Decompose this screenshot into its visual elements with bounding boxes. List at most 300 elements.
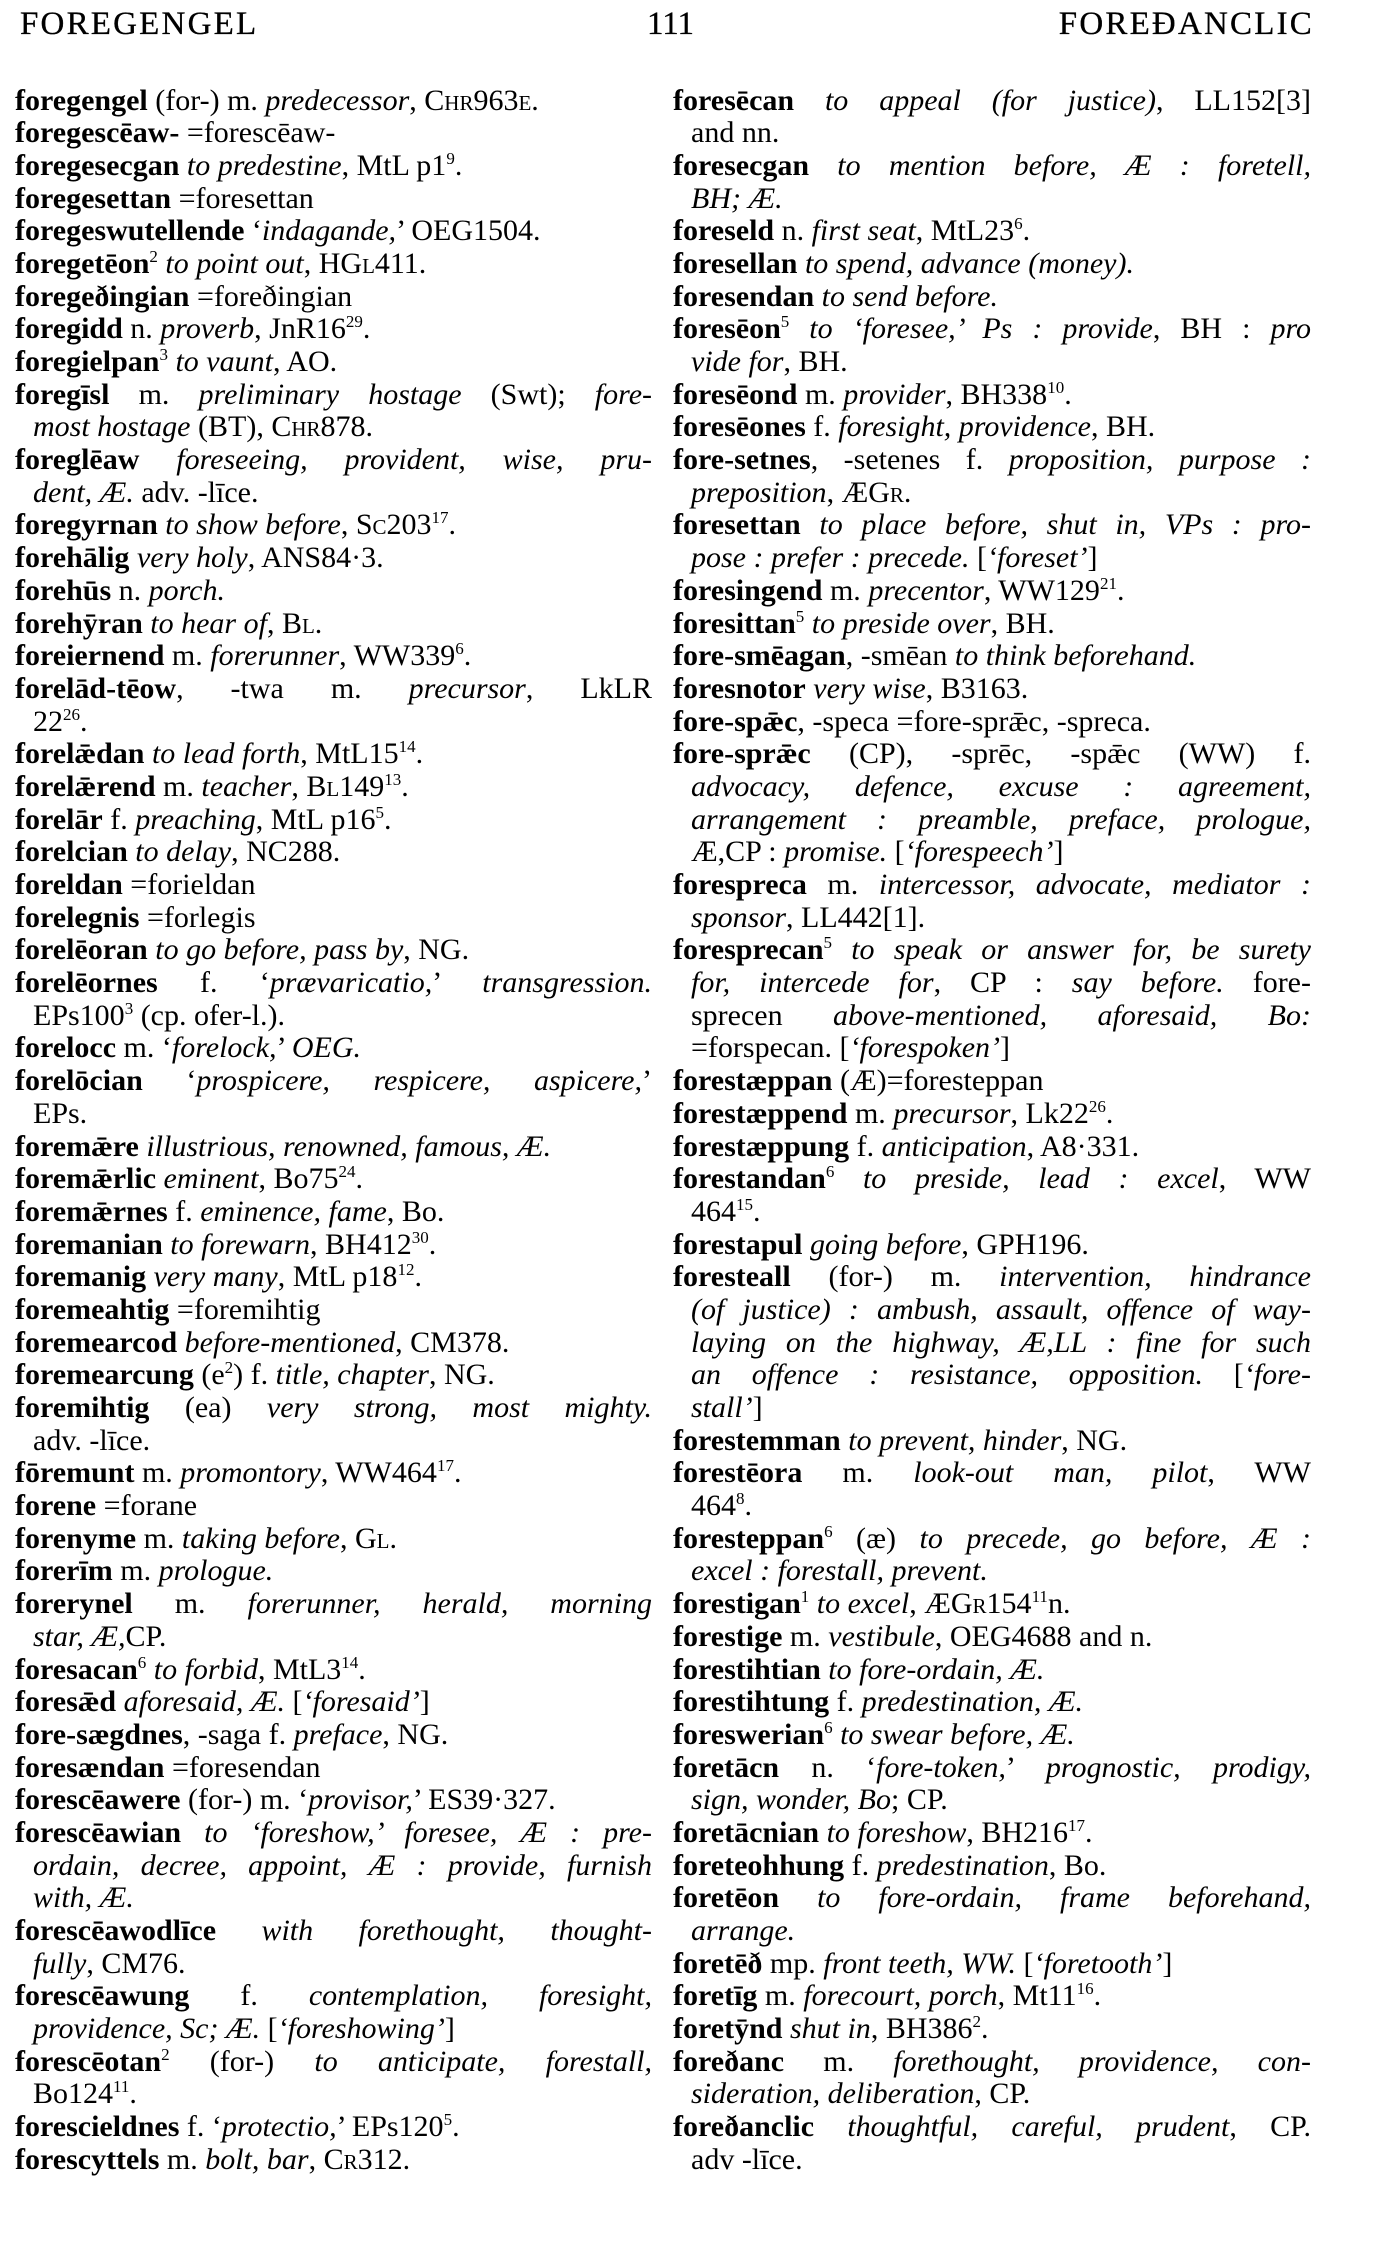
- entry-line: [15, 1752, 652, 1785]
- roman-text: f.: [849, 1129, 882, 1163]
- headword: forestemman: [673, 1423, 841, 1457]
- entry-line: [673, 1490, 1311, 1523]
- dictionary-entry: [673, 1621, 1311, 1654]
- roman-text: ,: [409, 83, 425, 117]
- superscript-number: 17: [436, 1456, 454, 1476]
- headword: forestæppend: [673, 1096, 848, 1130]
- superscript-number: 2: [224, 1358, 234, 1378]
- italic-text: to ‘foresee,’ Ps : provide: [789, 312, 1153, 346]
- dictionary-entry: [673, 934, 1311, 1065]
- italic-text: advocacy, defence, excuse : agreement,: [691, 769, 1311, 803]
- dictionary-entry: [673, 1948, 1311, 1981]
- dictionary-entry: [15, 1686, 652, 1719]
- entry-line: [15, 2013, 652, 2046]
- dictionary-entry: [673, 575, 1311, 608]
- roman-text: ’ OEG1504.: [396, 214, 541, 248]
- italic-text: precursor: [893, 1096, 1011, 1130]
- right-column: [673, 85, 1311, 2177]
- italic-text: to preside, lead : excel: [834, 1162, 1219, 1196]
- superscript-number: 5: [823, 933, 833, 953]
- italic-text: aforesaid, Æ.: [116, 1685, 286, 1719]
- entry-line: [673, 1654, 1311, 1687]
- roman-text: (e: [193, 1358, 225, 1392]
- entry-line: [15, 1686, 652, 1719]
- dictionary-entry: [673, 215, 1311, 248]
- entry-line: [673, 1425, 1311, 1458]
- entry-line: [15, 1654, 652, 1687]
- italic-text: pose : prefer : precede.: [691, 541, 970, 575]
- roman-text: f.: [844, 1848, 877, 1882]
- roman-text: ]: [752, 1391, 763, 1424]
- headword: forene: [15, 1489, 97, 1523]
- italic-text: preaching: [135, 802, 256, 836]
- entry-line: [15, 1948, 652, 1981]
- entry-line: [15, 444, 652, 477]
- dictionary-entry: [15, 1294, 652, 1327]
- roman-text: and nn.: [691, 116, 780, 150]
- dictionary-entry: [673, 248, 1311, 281]
- entry-line: [15, 2144, 652, 2177]
- roman-text: , ANS84·3.: [247, 541, 384, 575]
- dictionary-entry: [15, 2144, 652, 2177]
- italic-text: ‘foreset’: [987, 541, 1088, 575]
- roman-text: ’ ES39·327.: [412, 1783, 556, 1817]
- headword: forescēotan: [15, 2044, 162, 2078]
- entry-line: [673, 1850, 1311, 1883]
- headword: fore-smēagan: [673, 639, 846, 673]
- roman-text: , BH386: [870, 2012, 973, 2046]
- small-caps-reference: Bl149: [306, 769, 385, 803]
- entry-line: [673, 771, 1311, 804]
- entry-line: [15, 1163, 652, 1196]
- roman-text: .: [744, 1489, 752, 1523]
- entry-line: [673, 1098, 1311, 1131]
- roman-text: ]: [1162, 1946, 1173, 1980]
- entry-line: [673, 836, 1311, 869]
- entry-line: [15, 281, 652, 314]
- entry-line: [15, 1523, 652, 1556]
- roman-text: , MtL23: [915, 214, 1015, 248]
- roman-text: [: [1016, 1946, 1034, 1980]
- italic-text: precentor: [868, 573, 984, 607]
- small-caps-reference: ÆGr154: [924, 1587, 1032, 1621]
- italic-text: promise.: [784, 835, 888, 869]
- headword: forelād-tēow: [15, 671, 177, 705]
- italic-text: before-mentioned: [177, 1325, 396, 1359]
- entry-line: [673, 215, 1311, 248]
- roman-text: (for-): [169, 2044, 315, 2078]
- roman-text: ,: [909, 1587, 925, 1621]
- italic-text: bolt, bar: [205, 2142, 309, 2176]
- roman-text: , LkLR: [525, 671, 652, 705]
- italic-text: to forbid: [146, 1652, 258, 1686]
- dictionary-entry: [15, 836, 652, 869]
- italic-text: to go before, pass by: [147, 933, 404, 967]
- italic-text: vestibule: [828, 1619, 935, 1653]
- italic-text: ‘forespeech’: [904, 835, 1054, 869]
- dictionary-entry: [673, 313, 1311, 378]
- roman-text: .: [129, 2077, 137, 2111]
- entry-line: [15, 509, 652, 542]
- entry-line: [15, 1915, 652, 1948]
- roman-text: ,: [303, 246, 319, 280]
- superscript-number: 13: [384, 769, 402, 789]
- roman-text: ,: [266, 606, 282, 640]
- dictionary-entry: [673, 1686, 1311, 1719]
- superscript-number: 26: [63, 704, 80, 724]
- italic-text: shut in: [782, 2012, 871, 2046]
- dictionary-entry: [15, 444, 652, 509]
- entry-line: [15, 215, 652, 248]
- italic-text: to appeal (for justice): [794, 83, 1156, 117]
- headword: foremǣrlic: [15, 1162, 157, 1196]
- italic-text: to hear of: [142, 606, 267, 640]
- roman-text: 464: [691, 1489, 736, 1523]
- entry-line: [15, 1719, 652, 1752]
- italic-text: ‘foreshowing’: [277, 2012, 445, 2046]
- italic-text: to preside over: [804, 606, 991, 640]
- italic-text: to prevent, hinder: [840, 1423, 1062, 1457]
- headword: foremearcod: [15, 1325, 178, 1359]
- entry-line: [673, 1555, 1311, 1588]
- dictionary-entry: [15, 1588, 652, 1653]
- headword: forerynel: [15, 1587, 133, 1621]
- small-caps-reference: Chr878: [271, 410, 366, 444]
- roman-text: , MtL p1: [341, 148, 447, 182]
- roman-text: ’ EPs120: [336, 2110, 444, 2144]
- roman-text: , BH216: [966, 1815, 1069, 1849]
- superscript-number: 11: [1031, 1587, 1048, 1607]
- superscript-number: 15: [736, 1194, 753, 1214]
- headword: foremanig: [15, 1260, 147, 1294]
- entry-line: [673, 1131, 1311, 1164]
- roman-text: , BH412: [310, 1227, 412, 1261]
- superscript-number: 17: [1068, 1815, 1086, 1835]
- italic-text: prospicere, respicere, aspicere,: [196, 1064, 642, 1098]
- headword: forelegnis: [15, 900, 140, 934]
- headword: forelār: [15, 802, 103, 836]
- roman-text: , WW: [1218, 1162, 1311, 1196]
- italic-text: to place before, shut in, VPs : pro-: [800, 508, 1311, 542]
- headword: foreswerian: [673, 1717, 825, 1751]
- roman-text: f.: [167, 1194, 201, 1228]
- dictionary-entry: [15, 1163, 652, 1196]
- dictionary-entry: [15, 1752, 652, 1785]
- roman-text: , WW464: [320, 1456, 437, 1490]
- dictionary-entry: [673, 1882, 1311, 1947]
- roman-text: mp.: [762, 1946, 824, 1980]
- roman-text: ,: [308, 2142, 324, 2176]
- entry-line: [673, 902, 1311, 935]
- roman-text: m.: [134, 1456, 181, 1490]
- roman-text: (for-) m.: [147, 83, 266, 117]
- roman-text: , Lk22: [1010, 1096, 1089, 1130]
- dictionary-entry: [15, 2111, 652, 2144]
- headword: foregidd: [15, 312, 123, 346]
- entry-line: [673, 575, 1311, 608]
- entry-line: [673, 1457, 1311, 1490]
- roman-text: .: [448, 508, 457, 542]
- italic-text: to foreshow: [819, 1815, 967, 1849]
- roman-text: , -saga f.: [182, 1717, 294, 1751]
- roman-text: .: [80, 704, 88, 738]
- roman-text: , JnR16: [254, 312, 346, 346]
- dictionary-entry: [673, 706, 1311, 739]
- roman-text: f. ‘: [157, 966, 270, 1000]
- roman-text: sprecen: [691, 998, 834, 1032]
- entry-line: [673, 1000, 1311, 1033]
- roman-text: , A8·331.: [1026, 1129, 1140, 1163]
- italic-text: very strong, most mighty.: [266, 1391, 652, 1424]
- headword: fore-setnes: [673, 443, 811, 477]
- roman-text: m.: [155, 769, 202, 803]
- dictionary-entry: [673, 85, 1311, 150]
- italic-text: to speak or answer for, be surety: [832, 933, 1311, 967]
- italic-text: to predestine: [179, 148, 342, 182]
- roman-text: [: [1203, 1358, 1244, 1392]
- entry-line: [15, 771, 652, 804]
- entry-line: [15, 608, 652, 641]
- roman-text: .: [428, 1227, 437, 1261]
- superscript-number: 5: [443, 2110, 453, 2130]
- italic-text: promontory: [180, 1456, 321, 1490]
- italic-text: to point out: [157, 246, 304, 280]
- dictionary-entry: [15, 1457, 652, 1490]
- entry-line: [15, 1490, 652, 1523]
- headword: foresǣd: [15, 1685, 117, 1719]
- entry-line: [673, 1261, 1311, 1294]
- headword: forestapul: [673, 1227, 803, 1261]
- roman-text: [: [260, 2012, 278, 2046]
- dictionary-entry: [15, 1555, 652, 1588]
- italic-text: for, intercede for: [691, 966, 934, 1000]
- entry-line: [673, 1915, 1311, 1948]
- headword: foregesecgan: [15, 148, 180, 182]
- dictionary-entry: [673, 2046, 1311, 2111]
- headword: foresecgan: [673, 148, 810, 182]
- dictionary-entry: [673, 1261, 1311, 1424]
- roman-text: .: [1022, 214, 1031, 248]
- roman-text: m. ‘: [116, 1031, 172, 1065]
- entry-line: [15, 477, 652, 510]
- entry-line: [15, 183, 652, 216]
- dictionary-entry: [673, 1752, 1311, 1817]
- headword: forelēornes: [15, 966, 158, 1000]
- headword: foresēon: [673, 312, 781, 346]
- entry-line: [673, 1686, 1311, 1719]
- italic-text: ‘foretooth’: [1033, 1946, 1163, 1980]
- entry-line: [15, 836, 652, 869]
- roman-text: , Bo75: [258, 1162, 339, 1196]
- italic-text: contemplation, foresight,: [308, 1979, 652, 2013]
- superscript-number: 6: [824, 1521, 833, 1541]
- headword: foresellan: [673, 246, 798, 280]
- italic-text: precursor: [408, 671, 526, 705]
- italic-text: star, Æ,: [33, 1619, 126, 1653]
- roman-text: ,: [826, 475, 842, 509]
- italic-text: predecessor: [265, 83, 410, 117]
- entry-line: [673, 1523, 1311, 1556]
- italic-text: BH; Æ.: [691, 181, 783, 215]
- italic-text: to excel: [809, 1587, 910, 1621]
- entry-line: [673, 967, 1311, 1000]
- roman-text: f.: [102, 802, 136, 836]
- italic-text: title, chapter: [275, 1358, 429, 1392]
- roman-text: , WW339: [339, 639, 456, 673]
- roman-text: .: [415, 737, 424, 771]
- roman-text: , NG.: [382, 1717, 449, 1751]
- entry-line: [673, 640, 1311, 673]
- entry-line: [673, 1359, 1311, 1392]
- italic-text: to mention before, Æ : foretell,: [809, 148, 1311, 182]
- superscript-number: 14: [341, 1652, 359, 1672]
- dictionary-entry: [15, 1784, 652, 1817]
- entry-line: [15, 673, 652, 706]
- italic-text: arrangement : preamble, preface, prologue,: [691, 802, 1311, 836]
- roman-text: m.: [797, 377, 844, 411]
- headword: foresændan: [15, 1750, 165, 1784]
- italic-text: arrange.: [691, 1914, 796, 1947]
- headword: forerīm: [15, 1554, 113, 1588]
- headword: forelcian: [15, 835, 128, 869]
- running-head-last-word: FOREÐANCLIC: [1058, 6, 1314, 42]
- italic-text: provisor,: [308, 1783, 413, 1817]
- roman-text: .: [1116, 573, 1125, 607]
- roman-text: (Swt);: [461, 377, 595, 411]
- superscript-number: 30: [411, 1227, 429, 1247]
- dictionary-entry: [673, 1850, 1311, 1883]
- dictionary-entry: [673, 1425, 1311, 1458]
- roman-text: , -smēan: [845, 639, 955, 673]
- roman-text: , -setenes f.: [810, 443, 1009, 477]
- headword: forestæppan: [673, 1064, 833, 1098]
- italic-text: to fore-ordain, Æ.: [820, 1652, 1045, 1686]
- headword: foregīsl: [15, 377, 110, 411]
- headword: forelǣrend: [15, 769, 156, 803]
- italic-text: with forethought, thought-: [216, 1914, 652, 1947]
- roman-text: (æ): [832, 1521, 920, 1555]
- headword: forescēawere: [15, 1783, 181, 1817]
- italic-text: (of justice) : ambush, assault, offence of way-: [691, 1292, 1311, 1326]
- headword: foresēcan: [673, 83, 795, 117]
- roman-text: Æ,CP :: [691, 835, 785, 869]
- superscript-number: 29: [345, 312, 363, 332]
- italic-text: to send before.: [814, 279, 998, 313]
- headword: foretācnian: [673, 1815, 820, 1849]
- roman-text: m.: [782, 1619, 829, 1653]
- entry-line: [15, 902, 652, 935]
- dictionary-entry: [673, 411, 1311, 444]
- entry-line: [15, 1555, 652, 1588]
- dictionary-entry: [673, 1131, 1311, 1164]
- dictionary-entry: [15, 608, 652, 641]
- roman-text: .: [362, 312, 371, 346]
- entry-line: [15, 1359, 652, 1392]
- italic-text: forethought, providence, con-: [893, 2044, 1311, 2078]
- headword: forehālig: [15, 541, 130, 575]
- entry-line: [15, 869, 652, 902]
- roman-text: (for-) m. ‘: [180, 1783, 309, 1817]
- entry-line: [673, 346, 1311, 379]
- dictionary-entry: [15, 150, 652, 183]
- entry-line: [15, 150, 652, 183]
- roman-text: m.: [112, 1554, 159, 1588]
- running-head-first-word: FOREGENGEL: [20, 6, 259, 42]
- roman-text: m.: [784, 2044, 894, 2078]
- italic-text: fore-token,: [876, 1750, 1006, 1784]
- italic-text: stall’: [691, 1391, 753, 1424]
- roman-text: (Æ)=foresteppan: [832, 1064, 1044, 1098]
- headword: foregengel: [15, 83, 148, 117]
- italic-text: very holy: [129, 541, 248, 575]
- entry-line: [673, 379, 1311, 412]
- italic-text: forerunner, herald, morning: [247, 1587, 652, 1621]
- dictionary-entry: [673, 608, 1311, 641]
- roman-text: =foresendan: [164, 1750, 321, 1784]
- entry-line: [15, 1261, 652, 1294]
- roman-text: ‘: [244, 214, 262, 248]
- entry-line: [673, 1948, 1311, 1981]
- roman-text: .: [452, 2110, 460, 2144]
- dictionary-entry: [15, 1523, 652, 1556]
- dictionary-entry: [15, 215, 652, 248]
- entry-line: [15, 575, 652, 608]
- roman-text: ,: [339, 1521, 355, 1555]
- entry-line: [673, 2046, 1311, 2079]
- entry-line: [15, 1621, 652, 1654]
- entry-line: [15, 2078, 652, 2111]
- entry-line: [673, 2144, 1311, 2177]
- roman-text: , BH.: [1090, 410, 1156, 444]
- dictionary-entry: [15, 902, 652, 935]
- italic-text: foresight, providence: [838, 410, 1091, 444]
- dictionary-entry: [673, 2111, 1311, 2176]
- entry-line: [15, 248, 652, 281]
- entry-line: [15, 738, 652, 771]
- headword: foregeswutellende: [15, 214, 245, 248]
- roman-text: ]: [1087, 541, 1098, 575]
- headword: foresendan: [673, 279, 815, 313]
- entry-line: [15, 1131, 652, 1164]
- headword: foremǣrnes: [15, 1194, 168, 1228]
- superscript-number: 10: [1047, 377, 1065, 397]
- roman-text: fore-: [1223, 966, 1311, 1000]
- superscript-number: 26: [1088, 1096, 1106, 1116]
- italic-text: to think beforehand.: [954, 639, 1197, 673]
- dictionary-entry: [15, 183, 652, 216]
- italic-text: to swear before, Æ.: [832, 1717, 1075, 1751]
- headword: foresittan: [673, 606, 796, 640]
- dictionary-entry: [15, 85, 652, 118]
- roman-text: ’: [276, 1031, 292, 1065]
- roman-text: m.: [159, 2142, 206, 2176]
- headword: foresēond: [673, 377, 798, 411]
- roman-text: , NG.: [403, 933, 470, 967]
- entry-line: [15, 411, 652, 444]
- headword: forestēora: [673, 1456, 803, 1490]
- entry-line: [673, 1980, 1311, 2013]
- headword: foremihtig: [15, 1391, 150, 1424]
- headword: foreseld: [673, 214, 775, 248]
- italic-text: fore-: [594, 377, 652, 411]
- entry-line: [673, 444, 1311, 477]
- italic-text: eminence, fame: [200, 1194, 387, 1228]
- roman-text: ]: [1000, 1031, 1011, 1065]
- italic-text: to vaunt: [167, 345, 273, 378]
- italic-text: transgression.: [482, 966, 653, 1000]
- entry-line: [673, 1163, 1311, 1196]
- headword: forestigan: [673, 1587, 801, 1621]
